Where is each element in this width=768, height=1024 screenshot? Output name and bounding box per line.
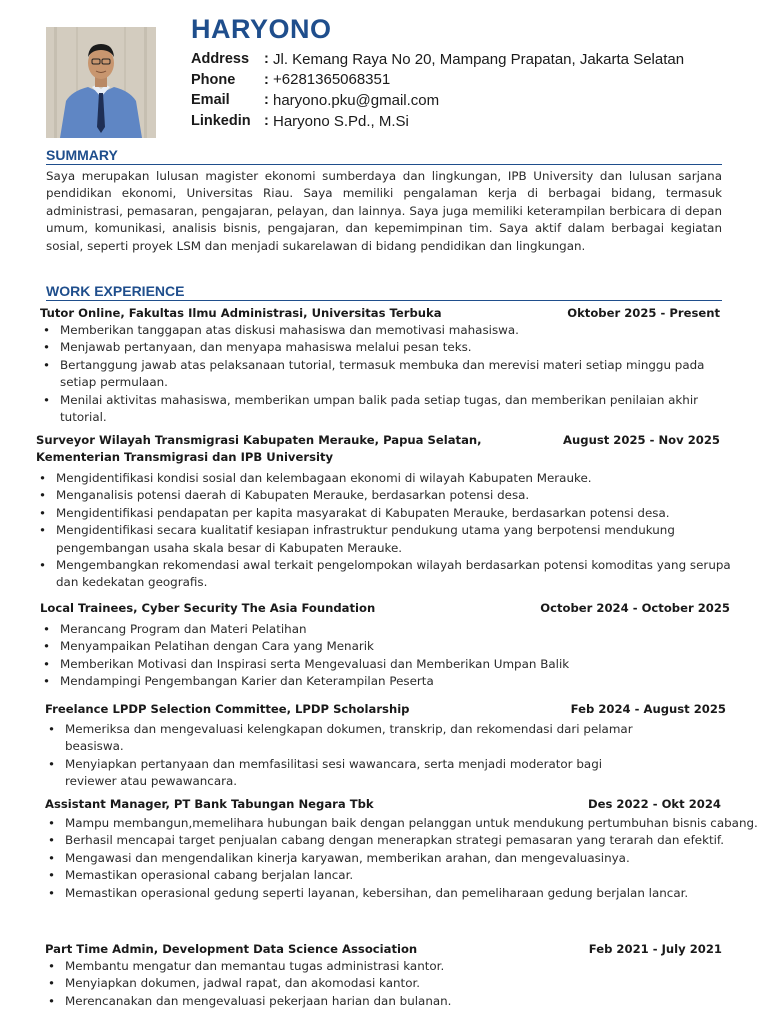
contact-value: haryono.pku@gmail.com [273,91,440,109]
contact-email [191,90,684,111]
job-title: Part Time Admin, Development Data Science Association [45,942,418,956]
job-title: Tutor Online, Fakultas Ilmu Administrasi, Universitas Terbuka [40,306,442,320]
list-item: • Mendampingi Pengembangan Karier dan Keterampilan Peserta [40,673,730,690]
list-item: • Menganalisis potensi daerah di Kabupaten Merauke, berdasarkan potensi desa. [36,487,740,504]
contact-label: Phone [191,71,236,88]
job-entry [36,432,740,592]
list-item: • Mengidentifikasi pendapatan per kapita masyarakat di Kabupaten Merauke, berdasarkan potensi desa. [36,505,740,522]
list-item: • Menjawab pertanyaan, dan menyapa mahasiswa melalui pesan teks. [40,339,720,356]
list-item: • Mengidentifikasi secara kualitatif kesiapan infrastruktur pendukung utama yang berpotensi mendukung pengembangan usaha skala besar di Kabupaten Merauke. [36,522,740,557]
list-item: • Berhasil mencapai target penjualan cabang dengan menerapkan strategi pemasaran yang terarah dan efektif. [45,832,758,849]
contact-address [191,49,684,70]
job-bullets [45,958,722,1010]
job-bullets [36,470,740,592]
list-item: • Mengembangkan rekomendasi awal terkait pengelompokan wilayah berdasarkan potensi komoditas yang serupa dan kedekatan geografis. [36,557,740,592]
job-title: Surveyor Wilayah Transmigrasi Kabupaten Merauke, Papua Selatan, Kementerian Transmigrasi dan IPB University [36,433,482,464]
contact-label: Email [191,92,230,109]
list-item: • Memberikan tanggapan atas diskusi mahasiswa dan memotivasi mahasiswa. [40,322,720,339]
person-portrait-icon [46,27,156,138]
contact-label: Linkedin [191,113,251,130]
list-item: • Menyampaikan Pelatihan dengan Cara yang Menarik [40,638,730,655]
contact-info [191,49,684,131]
list-item: • Mengawasi dan mengendalikan kinerja karyawan, memberikan arahan, dan mengevaluasinya. [45,850,758,867]
job-bullets [40,621,730,691]
contact-separator: : [264,71,269,88]
job-date: August 2025 - Nov 2025 [563,433,720,447]
summary-heading: SUMMARY [46,147,722,165]
list-item: • Merancang Program dan Materi Pelatihan [40,621,730,638]
job-header [40,600,730,617]
summary-text: Saya merupakan lulusan magister ekonomi sumberdaya dan lingkungan, IPB University dan lulusan sarjana pendidikan ekonomi, Universitas Riau. Saya memiliki pengalaman kerja di berbagai bidang, termasuk administrasi, pemasaran, pengajaran, pelayan, dan lainnya. Saya juga memiliki keterampilan berbicara di depan umum, komunikasi, analisis bisnis, pengajaran, dan kepemimpinan tim. Saya aktif dalam berbagai kegiatan sosial, seperti proyek LSM dan menjadi sukarelawan di bidang pendidikan dan lingkungan. [46,169,722,253]
list-item: • Memastikan operasional gedung seperti layanan, kebersihan, dan pemeliharaan gedung berjalan lancar. [45,885,758,902]
list-item: • Memastikan operasional cabang berjalan lancar. [45,867,758,884]
job-date: October 2024 - October 2025 [540,601,730,615]
job-entry [45,941,722,1010]
job-title: Local Trainees, Cyber Security The Asia Foundation [40,601,376,615]
contact-value: Jl. Kemang Raya No 20, Mampang Prapatan, Jakarta Selatan [273,50,685,68]
profile-photo [46,27,156,138]
job-title: Assistant Manager, PT Bank Tabungan Negara Tbk [45,797,374,811]
list-item: • Merencanakan dan mengevaluasi pekerjaan harian dan bulanan. [45,993,722,1010]
job-entry [40,305,720,426]
job-header [36,432,740,466]
job-bullets [40,322,720,426]
job-entry [40,600,730,691]
job-entry [45,796,758,902]
candidate-name: HARYONO [191,14,332,44]
list-item: • Mampu membangun,memelihara hubungan baik dengan pelanggan untuk mendukung pertumbuhan bisnis cabang. [45,815,758,832]
job-date: Des 2022 - Okt 2024 [588,797,721,811]
job-date: Feb 2021 - July 2021 [588,942,722,956]
list-item: • Menilai aktivitas mahasiswa, memberikan umpan balik pada setiap tugas, dan memberikan penilaian akhir tutorial. [40,392,720,427]
list-item: • Memeriksa dan mengevaluasi kelengkapan dokumen, transkrip, dan rekomendasi dari pelamar beasiswa. [45,721,655,756]
work-experience-heading: WORK EXPERIENCE [46,283,722,301]
job-header [45,701,726,718]
contact-label: Address [191,51,250,68]
contact-separator: : [264,92,269,109]
job-entry [45,701,726,791]
contact-value: +6281365068351 [273,71,391,89]
contact-linkedin [191,111,684,132]
job-header [45,796,758,813]
job-header [40,305,720,322]
job-bullets [45,721,655,791]
contact-separator: : [264,51,269,68]
list-item: • Menyiapkan pertanyaan dan memfasilitasi sesi wawancara, serta menjadi moderator bagi reviewer atau pewawancara. [45,756,655,791]
job-bullets [45,815,758,902]
list-item: • Membantu mengatur dan memantau tugas administrasi kantor. [45,958,722,975]
list-item: • Memberikan Motivasi dan Inspirasi serta Mengevaluasi dan Memberikan Umpan Balik [40,656,730,673]
job-date: Feb 2024 - August 2025 [570,702,726,716]
job-title: Freelance LPDP Selection Committee, LPDP Scholarship [45,702,410,716]
list-item: • Bertanggung jawab atas pelaksanaan tutorial, termasuk membuka dan merevisi materi setiap minggu pada setiap permulaan. [40,357,720,392]
list-item: • Menyiapkan dokumen, jadwal rapat, dan akomodasi kantor. [45,975,722,992]
contact-value: Haryono S.Pd., M.Si [273,112,409,130]
contact-separator: : [264,113,269,130]
job-date: Oktober 2025 - Present [567,306,720,320]
job-header [45,941,722,958]
contact-phone [191,70,684,91]
list-item: • Mengidentifikasi kondisi sosial dan kelembagaan ekonomi di wilayah Kabupaten Merauke. [36,470,740,487]
